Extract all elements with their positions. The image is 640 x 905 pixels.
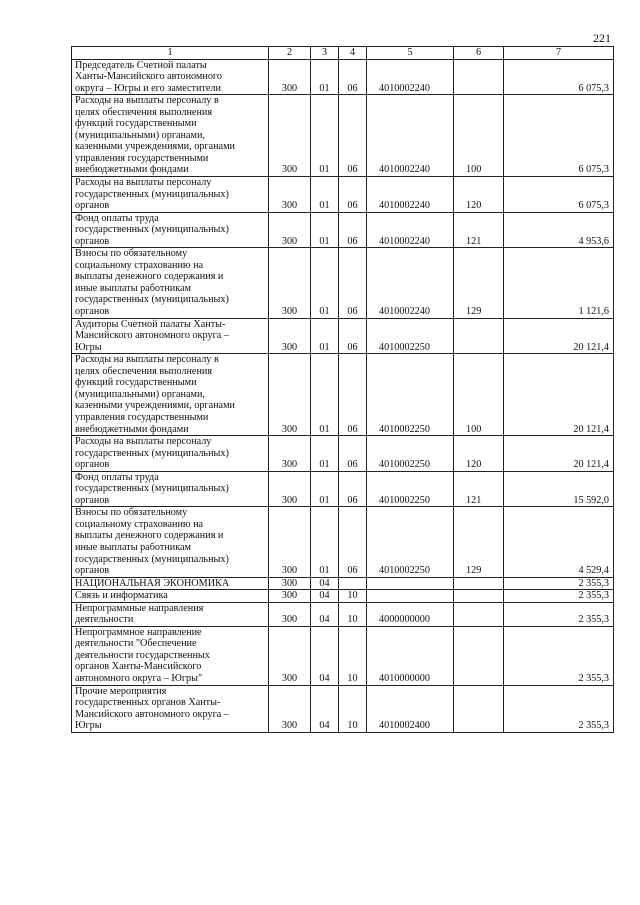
header-col-1: 1	[72, 47, 269, 60]
row-vr-cell: 100	[454, 95, 504, 177]
row-rz-cell: 01	[311, 59, 339, 95]
table-row	[72, 471, 614, 507]
row-name-cell: Взносы по обязательному социальному страхованию на выплаты денежного содержания и иные выплаты работникам государственных (муниципальных) органов	[72, 507, 269, 577]
row-pr-cell: 06	[339, 507, 367, 577]
row-vr-cell: 121	[454, 212, 504, 248]
row-sum-cell: 6 075,3	[504, 59, 614, 95]
row-pr-cell	[339, 577, 367, 590]
row-pr-cell: 06	[339, 354, 367, 436]
row-rz-cell: 01	[311, 95, 339, 177]
row-grbs-cell: 300	[269, 318, 311, 354]
row-grbs-cell: 300	[269, 248, 311, 318]
header-col-3: 3	[311, 47, 339, 60]
table-row	[72, 436, 614, 472]
row-csr-cell: 4010002240	[367, 59, 454, 95]
row-sum-cell: 6 075,3	[504, 177, 614, 213]
budget-table	[71, 46, 614, 733]
row-grbs-cell: 300	[269, 471, 311, 507]
row-csr-cell	[367, 590, 454, 603]
row-rz-cell: 04	[311, 577, 339, 590]
row-rz-cell: 01	[311, 318, 339, 354]
row-rz-cell: 04	[311, 602, 339, 626]
row-rz-cell: 01	[311, 177, 339, 213]
row-csr-cell: 4010002240	[367, 95, 454, 177]
row-pr-cell: 10	[339, 685, 367, 732]
row-sum-cell: 2 355,3	[504, 590, 614, 603]
row-pr-cell: 06	[339, 59, 367, 95]
row-grbs-cell: 300	[269, 577, 311, 590]
row-name-cell: Фонд оплаты труда государственных (муниципальных) органов	[72, 471, 269, 507]
row-csr-cell: 4000000000	[367, 602, 454, 626]
row-csr-cell: 4010002240	[367, 212, 454, 248]
row-name-cell: Расходы на выплаты персоналу в целях обеспечения выполнения функций государственными (муниципальными) органами, казенными учреждениями, органами управления государственными внебюджетными фондами	[72, 354, 269, 436]
row-sum-cell: 20 121,4	[504, 436, 614, 472]
row-csr-cell: 4010002250	[367, 471, 454, 507]
row-pr-cell: 06	[339, 177, 367, 213]
row-csr-cell: 4010002240	[367, 248, 454, 318]
header-col-4: 4	[339, 47, 367, 60]
row-pr-cell: 06	[339, 212, 367, 248]
table-header-row	[72, 47, 614, 60]
row-sum-cell: 2 355,3	[504, 685, 614, 732]
row-name-cell: НАЦИОНАЛЬНАЯ ЭКОНОМИКА	[72, 577, 269, 590]
row-grbs-cell: 300	[269, 59, 311, 95]
row-csr-cell: 4010002250	[367, 318, 454, 354]
row-vr-cell	[454, 590, 504, 603]
row-csr-cell	[367, 577, 454, 590]
row-sum-cell: 6 075,3	[504, 95, 614, 177]
row-name-cell: Непрограммное направление деятельности "Обеспечение деятельности государственных органов Ханты-Мансийского автономного округа – Югры"	[72, 626, 269, 685]
table-row	[72, 212, 614, 248]
row-rz-cell: 04	[311, 685, 339, 732]
row-rz-cell: 01	[311, 507, 339, 577]
row-csr-cell: 4010002400	[367, 685, 454, 732]
row-vr-cell	[454, 685, 504, 732]
table-body	[72, 47, 614, 733]
table-row	[72, 248, 614, 318]
table-row	[72, 59, 614, 95]
row-name-cell: Взносы по обязательному социальному страхованию на выплаты денежного содержания и иные выплаты работникам государственных (муниципальных) органов	[72, 248, 269, 318]
row-pr-cell: 06	[339, 318, 367, 354]
row-vr-cell: 120	[454, 436, 504, 472]
table-row	[72, 685, 614, 732]
row-vr-cell: 121	[454, 471, 504, 507]
row-vr-cell: 100	[454, 354, 504, 436]
row-csr-cell: 4010002240	[367, 177, 454, 213]
row-sum-cell: 20 121,4	[504, 318, 614, 354]
row-sum-cell: 4 529,4	[504, 507, 614, 577]
row-rz-cell: 01	[311, 436, 339, 472]
row-grbs-cell: 300	[269, 354, 311, 436]
row-rz-cell: 01	[311, 354, 339, 436]
row-sum-cell: 20 121,4	[504, 354, 614, 436]
row-name-cell: Расходы на выплаты персоналу в целях обеспечения выполнения функций государственными (муниципальными) органами, казенными учреждениями, органами управления государственными внебюджетными фондами	[72, 95, 269, 177]
page-number: 221	[593, 31, 611, 45]
row-name-cell: Связь и информатика	[72, 590, 269, 603]
header-col-2: 2	[269, 47, 311, 60]
row-rz-cell: 04	[311, 590, 339, 603]
table-row	[72, 177, 614, 213]
row-name-cell: Фонд оплаты труда государственных (муниципальных) органов	[72, 212, 269, 248]
row-rz-cell: 04	[311, 626, 339, 685]
row-name-cell: Расходы на выплаты персоналу государственных (муниципальных) органов	[72, 436, 269, 472]
row-grbs-cell: 300	[269, 212, 311, 248]
row-sum-cell: 2 355,3	[504, 626, 614, 685]
row-vr-cell: 120	[454, 177, 504, 213]
row-vr-cell: 129	[454, 248, 504, 318]
row-sum-cell: 2 355,3	[504, 577, 614, 590]
row-sum-cell: 15 592,0	[504, 471, 614, 507]
row-csr-cell: 4010002250	[367, 507, 454, 577]
row-grbs-cell: 300	[269, 177, 311, 213]
row-grbs-cell: 300	[269, 507, 311, 577]
row-grbs-cell: 300	[269, 602, 311, 626]
row-name-cell: Председатель Счетной палаты Ханты-Мансийского автономного округа – Югры и его заместители	[72, 59, 269, 95]
table-row	[72, 318, 614, 354]
row-vr-cell	[454, 59, 504, 95]
row-csr-cell: 4010002250	[367, 436, 454, 472]
row-grbs-cell: 300	[269, 685, 311, 732]
table-row	[72, 626, 614, 685]
table-row	[72, 354, 614, 436]
header-col-6: 6	[454, 47, 504, 60]
row-csr-cell: 4010000000	[367, 626, 454, 685]
row-sum-cell: 4 953,6	[504, 212, 614, 248]
row-sum-cell: 1 121,6	[504, 248, 614, 318]
row-pr-cell: 10	[339, 626, 367, 685]
table-row	[72, 590, 614, 603]
row-pr-cell: 06	[339, 471, 367, 507]
table-row	[72, 95, 614, 177]
row-name-cell: Расходы на выплаты персоналу государственных (муниципальных) органов	[72, 177, 269, 213]
row-vr-cell	[454, 318, 504, 354]
table-row	[72, 577, 614, 590]
header-col-5: 5	[367, 47, 454, 60]
row-name-cell: Непрограммные направления деятельности	[72, 602, 269, 626]
row-rz-cell: 01	[311, 212, 339, 248]
row-grbs-cell: 300	[269, 95, 311, 177]
row-pr-cell: 06	[339, 95, 367, 177]
row-grbs-cell: 300	[269, 590, 311, 603]
row-pr-cell: 10	[339, 590, 367, 603]
row-grbs-cell: 300	[269, 626, 311, 685]
row-sum-cell: 2 355,3	[504, 602, 614, 626]
row-csr-cell: 4010002250	[367, 354, 454, 436]
row-grbs-cell: 300	[269, 436, 311, 472]
row-pr-cell: 10	[339, 602, 367, 626]
row-name-cell: Прочие мероприятия государственных органов Ханты- Мансийского автономного округа – Югры	[72, 685, 269, 732]
header-col-7: 7	[504, 47, 614, 60]
row-pr-cell: 06	[339, 248, 367, 318]
table-row	[72, 507, 614, 577]
row-pr-cell: 06	[339, 436, 367, 472]
row-vr-cell: 129	[454, 507, 504, 577]
row-name-cell: Аудиторы Счетной палаты Ханты- Мансийского автономного округа – Югры	[72, 318, 269, 354]
table-row	[72, 602, 614, 626]
row-vr-cell	[454, 577, 504, 590]
row-rz-cell: 01	[311, 248, 339, 318]
row-vr-cell	[454, 602, 504, 626]
row-vr-cell	[454, 626, 504, 685]
row-rz-cell: 01	[311, 471, 339, 507]
